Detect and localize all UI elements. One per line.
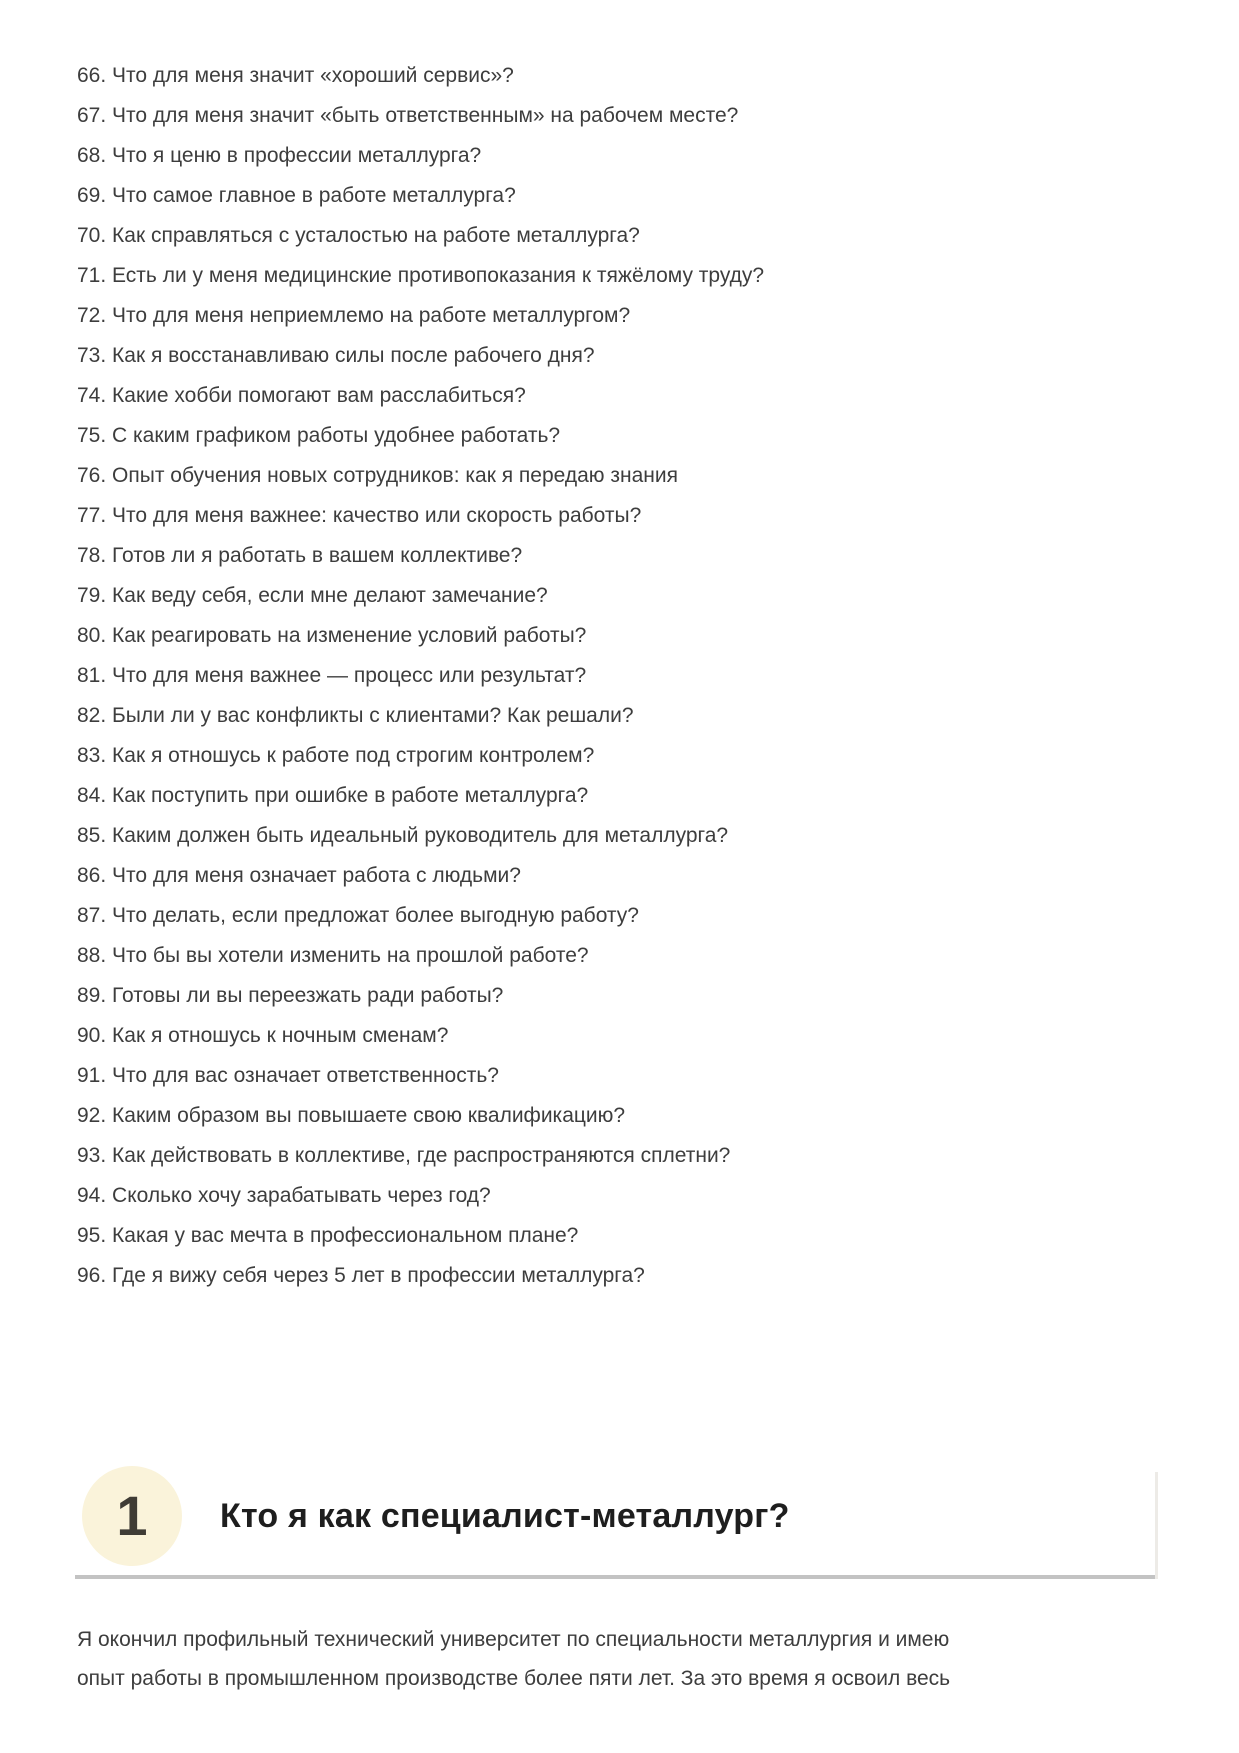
section-title: Кто я как специалист-металлург? bbox=[220, 1496, 790, 1535]
question-item: 94. Сколько хочу зарабатывать через год? bbox=[77, 1184, 491, 1207]
question-item: 81. Что для меня важнее — процесс или результат? bbox=[77, 664, 587, 687]
question-item: 76. Опыт обучения новых сотрудников: как я передаю знания bbox=[77, 464, 678, 487]
question-item: 71. Есть ли у меня медицинские противопоказания к тяжёлому труду? bbox=[77, 264, 765, 287]
question-item: 93. Как действовать в коллективе, где распространяются сплетни? bbox=[77, 1144, 731, 1167]
page-edge-line bbox=[1155, 1472, 1158, 1579]
question-item: 69. Что самое главное в работе металлурга? bbox=[77, 184, 516, 207]
question-item: 78. Готов ли я работать в вашем коллективе? bbox=[77, 544, 523, 567]
question-item: 70. Как справляться с усталостью на работе металлурга? bbox=[77, 224, 640, 247]
question-item: 74. Какие хобби помогают вам расслабиться? bbox=[77, 384, 526, 407]
section-number-badge bbox=[82, 1466, 182, 1566]
question-item: 72. Что для меня неприемлемо на работе металлургом? bbox=[77, 304, 631, 327]
question-item: 82. Были ли у вас конфликты с клиентами? Как решали? bbox=[77, 704, 634, 727]
section-header bbox=[82, 1466, 1239, 1566]
intro-paragraph-line: Я окончил профильный технический университет по специальности металлургия и имею bbox=[77, 1628, 950, 1651]
question-item: 83. Как я отношусь к работе под строгим контролем? bbox=[77, 744, 595, 767]
question-item: 80. Как реагировать на изменение условий работы? bbox=[77, 624, 587, 647]
question-item: 86. Что для меня означает работа с людьми? bbox=[77, 864, 521, 887]
question-item: 92. Каким образом вы повышаете свою квалификацию? bbox=[77, 1104, 626, 1127]
question-item: 88. Что бы вы хотели изменить на прошлой работе? bbox=[77, 944, 589, 967]
question-item: 75. С каким графиком работы удобнее работать? bbox=[77, 424, 561, 447]
question-item: 91. Что для вас означает ответственность? bbox=[77, 1064, 499, 1087]
question-item: 67. Что для меня значит «быть ответственным» на рабочем месте? bbox=[77, 104, 739, 127]
section-number: 1 bbox=[116, 1484, 148, 1547]
question-item: 79. Как веду себя, если мне делают замечание? bbox=[77, 584, 548, 607]
question-item: 73. Как я восстанавливаю силы после рабочего дня? bbox=[77, 344, 595, 367]
question-item: 85. Каким должен быть идеальный руководитель для металлурга? bbox=[77, 824, 729, 847]
section-divider bbox=[75, 1575, 1157, 1579]
question-item: 77. Что для меня важнее: качество или скорость работы? bbox=[77, 504, 642, 527]
question-item: 66. Что для меня значит «хороший сервис»? bbox=[77, 64, 514, 87]
question-item: 96. Где я вижу себя через 5 лет в профессии металлурга? bbox=[77, 1264, 645, 1287]
intro-paragraph-line: опыт работы в промышленном производстве более пяти лет. За это время я освоил весь bbox=[77, 1667, 951, 1690]
question-item: 90. Как я отношусь к ночным сменам? bbox=[77, 1024, 449, 1047]
question-item: 95. Какая у вас мечта в профессиональном плане? bbox=[77, 1224, 579, 1247]
question-item: 89. Готовы ли вы переезжать ради работы? bbox=[77, 984, 504, 1007]
intro-paragraph bbox=[77, 1620, 1169, 1698]
question-item: 84. Как поступить при ошибке в работе металлурга? bbox=[77, 784, 589, 807]
question-item: 68. Что я ценю в профессии металлурга? bbox=[77, 144, 482, 167]
question-item: 87. Что делать, если предложат более выгодную работу? bbox=[77, 904, 639, 927]
